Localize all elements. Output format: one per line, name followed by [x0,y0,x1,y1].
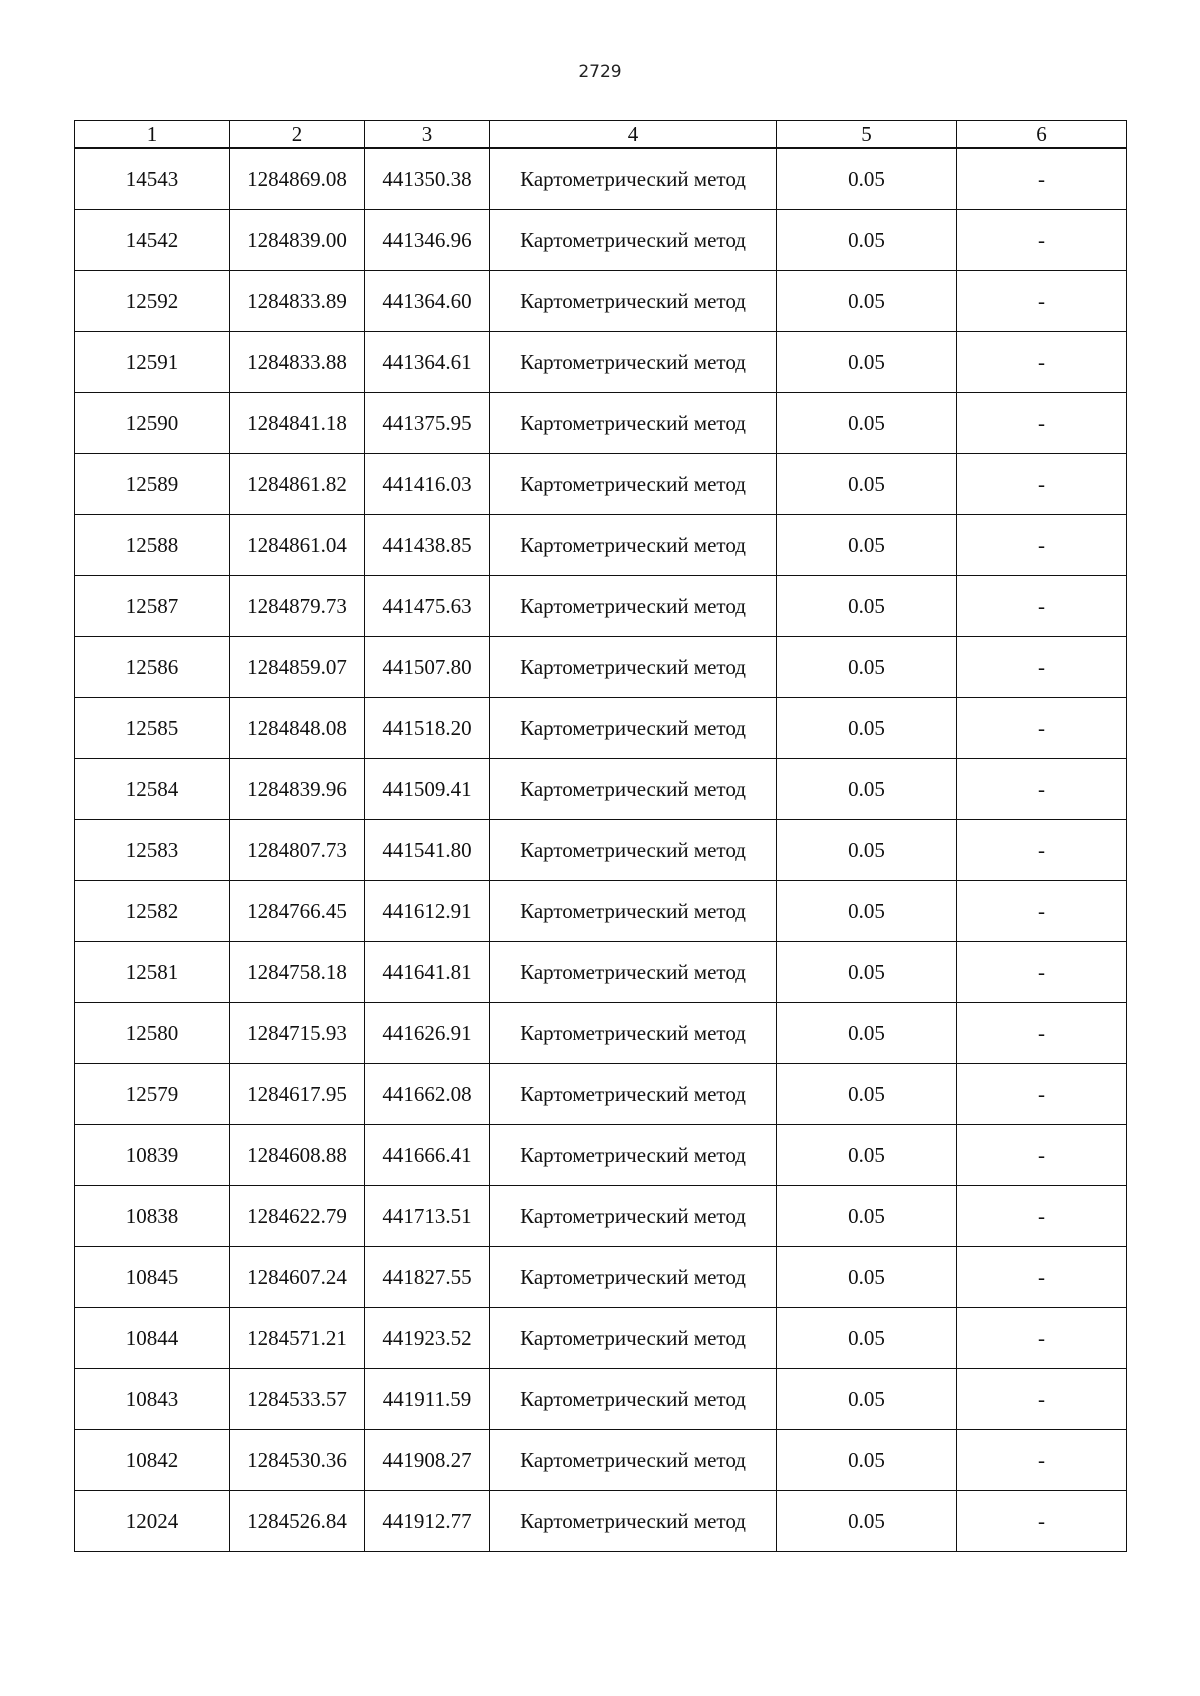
table-row [75,1369,1127,1430]
point-number-cell: 12585 [75,698,230,759]
point-number-cell: 12583 [75,820,230,881]
point-number-cell: 12589 [75,454,230,515]
method-cell: Картометрический метод [490,454,777,515]
y-coordinate-cell: 441416.03 [365,454,490,515]
point-number-cell: 12579 [75,1064,230,1125]
table-row [75,698,1127,759]
method-cell: Картометрический метод [490,332,777,393]
y-coordinate-cell: 441346.96 [365,210,490,271]
table-row [75,1430,1127,1491]
method-cell: Картометрический метод [490,881,777,942]
y-coordinate-cell: 441827.55 [365,1247,490,1308]
table-row [75,454,1127,515]
accuracy-cell: 0.05 [777,820,957,881]
note-cell: - [957,942,1127,1003]
note-cell: - [957,698,1127,759]
accuracy-cell: 0.05 [777,271,957,332]
column-header-3: 3 [365,121,490,149]
note-cell: - [957,1491,1127,1552]
note-cell: - [957,454,1127,515]
y-coordinate-cell: 441912.77 [365,1491,490,1552]
table-row [75,148,1127,210]
table-row [75,210,1127,271]
y-coordinate-cell: 441923.52 [365,1308,490,1369]
x-coordinate-cell: 1284530.36 [230,1430,365,1491]
y-coordinate-cell: 441541.80 [365,820,490,881]
x-coordinate-cell: 1284841.18 [230,393,365,454]
x-coordinate-cell: 1284879.73 [230,576,365,637]
x-coordinate-cell: 1284807.73 [230,820,365,881]
table-row [75,1308,1127,1369]
point-number-cell: 10844 [75,1308,230,1369]
accuracy-cell: 0.05 [777,881,957,942]
y-coordinate-cell: 441518.20 [365,698,490,759]
accuracy-cell: 0.05 [777,942,957,1003]
y-coordinate-cell: 441641.81 [365,942,490,1003]
x-coordinate-cell: 1284839.96 [230,759,365,820]
accuracy-cell: 0.05 [777,210,957,271]
note-cell: - [957,576,1127,637]
point-number-cell: 12588 [75,515,230,576]
method-cell: Картометрический метод [490,271,777,332]
column-header-4: 4 [490,121,777,149]
method-cell: Картометрический метод [490,942,777,1003]
table-body [75,148,1127,1552]
point-number-cell: 10842 [75,1430,230,1491]
x-coordinate-cell: 1284848.08 [230,698,365,759]
column-header-6: 6 [957,121,1127,149]
x-coordinate-cell: 1284526.84 [230,1491,365,1552]
column-header-5: 5 [777,121,957,149]
accuracy-cell: 0.05 [777,1308,957,1369]
method-cell: Картометрический метод [490,1369,777,1430]
x-coordinate-cell: 1284766.45 [230,881,365,942]
table-row [75,332,1127,393]
accuracy-cell: 0.05 [777,576,957,637]
column-header-1: 1 [75,121,230,149]
x-coordinate-cell: 1284758.18 [230,942,365,1003]
accuracy-cell: 0.05 [777,698,957,759]
method-cell: Картометрический метод [490,637,777,698]
accuracy-cell: 0.05 [777,1003,957,1064]
note-cell: - [957,393,1127,454]
note-cell: - [957,1369,1127,1430]
y-coordinate-cell: 441350.38 [365,148,490,210]
column-header-2: 2 [230,121,365,149]
x-coordinate-cell: 1284839.00 [230,210,365,271]
point-number-cell: 12591 [75,332,230,393]
x-coordinate-cell: 1284859.07 [230,637,365,698]
note-cell: - [957,1430,1127,1491]
x-coordinate-cell: 1284607.24 [230,1247,365,1308]
x-coordinate-cell: 1284533.57 [230,1369,365,1430]
x-coordinate-cell: 1284833.88 [230,332,365,393]
accuracy-cell: 0.05 [777,1491,957,1552]
table-row [75,1064,1127,1125]
note-cell: - [957,820,1127,881]
method-cell: Картометрический метод [490,759,777,820]
point-number-cell: 10838 [75,1186,230,1247]
method-cell: Картометрический метод [490,1491,777,1552]
accuracy-cell: 0.05 [777,515,957,576]
method-cell: Картометрический метод [490,1247,777,1308]
note-cell: - [957,881,1127,942]
y-coordinate-cell: 441475.63 [365,576,490,637]
method-cell: Картометрический метод [490,1186,777,1247]
x-coordinate-cell: 1284861.82 [230,454,365,515]
point-number-cell: 14542 [75,210,230,271]
table-row [75,881,1127,942]
note-cell: - [957,210,1127,271]
coordinates-table [74,120,1127,1552]
x-coordinate-cell: 1284571.21 [230,1308,365,1369]
note-cell: - [957,759,1127,820]
table-row [75,1247,1127,1308]
table-row [75,1491,1127,1552]
point-number-cell: 12587 [75,576,230,637]
table-header-row [75,121,1127,149]
y-coordinate-cell: 441908.27 [365,1430,490,1491]
accuracy-cell: 0.05 [777,1247,957,1308]
table-row [75,576,1127,637]
x-coordinate-cell: 1284715.93 [230,1003,365,1064]
method-cell: Картометрический метод [490,1125,777,1186]
method-cell: Картометрический метод [490,1003,777,1064]
x-coordinate-cell: 1284608.88 [230,1125,365,1186]
method-cell: Картометрический метод [490,1308,777,1369]
x-coordinate-cell: 1284869.08 [230,148,365,210]
point-number-cell: 12584 [75,759,230,820]
accuracy-cell: 0.05 [777,637,957,698]
table-row [75,820,1127,881]
x-coordinate-cell: 1284617.95 [230,1064,365,1125]
point-number-cell: 10845 [75,1247,230,1308]
note-cell: - [957,148,1127,210]
accuracy-cell: 0.05 [777,148,957,210]
note-cell: - [957,1003,1127,1064]
note-cell: - [957,271,1127,332]
y-coordinate-cell: 441438.85 [365,515,490,576]
y-coordinate-cell: 441662.08 [365,1064,490,1125]
point-number-cell: 12592 [75,271,230,332]
method-cell: Картометрический метод [490,148,777,210]
table-row [75,393,1127,454]
table-row [75,942,1127,1003]
point-number-cell: 12581 [75,942,230,1003]
y-coordinate-cell: 441375.95 [365,393,490,454]
x-coordinate-cell: 1284861.04 [230,515,365,576]
y-coordinate-cell: 441626.91 [365,1003,490,1064]
note-cell: - [957,1308,1127,1369]
point-number-cell: 10843 [75,1369,230,1430]
table-row [75,515,1127,576]
method-cell: Картометрический метод [490,820,777,881]
accuracy-cell: 0.05 [777,393,957,454]
point-number-cell: 12590 [75,393,230,454]
table-row [75,271,1127,332]
accuracy-cell: 0.05 [777,1430,957,1491]
x-coordinate-cell: 1284622.79 [230,1186,365,1247]
point-number-cell: 12586 [75,637,230,698]
accuracy-cell: 0.05 [777,1369,957,1430]
table-row [75,1125,1127,1186]
method-cell: Картометрический метод [490,576,777,637]
point-number-cell: 10839 [75,1125,230,1186]
table-row [75,1186,1127,1247]
y-coordinate-cell: 441507.80 [365,637,490,698]
note-cell: - [957,332,1127,393]
note-cell: - [957,1247,1127,1308]
y-coordinate-cell: 441713.51 [365,1186,490,1247]
accuracy-cell: 0.05 [777,759,957,820]
method-cell: Картометрический метод [490,1064,777,1125]
y-coordinate-cell: 441364.61 [365,332,490,393]
point-number-cell: 12582 [75,881,230,942]
note-cell: - [957,1064,1127,1125]
method-cell: Картометрический метод [490,210,777,271]
method-cell: Картометрический метод [490,698,777,759]
method-cell: Картометрический метод [490,1430,777,1491]
point-number-cell: 12024 [75,1491,230,1552]
method-cell: Картометрический метод [490,515,777,576]
x-coordinate-cell: 1284833.89 [230,271,365,332]
note-cell: - [957,515,1127,576]
table-row [75,1003,1127,1064]
accuracy-cell: 0.05 [777,1125,957,1186]
table-row [75,759,1127,820]
note-cell: - [957,1186,1127,1247]
accuracy-cell: 0.05 [777,332,957,393]
note-cell: - [957,637,1127,698]
accuracy-cell: 0.05 [777,1186,957,1247]
accuracy-cell: 0.05 [777,1064,957,1125]
point-number-cell: 14543 [75,148,230,210]
note-cell: - [957,1125,1127,1186]
point-number-cell: 12580 [75,1003,230,1064]
y-coordinate-cell: 441911.59 [365,1369,490,1430]
page-number: 2729 [578,62,622,82]
y-coordinate-cell: 441612.91 [365,881,490,942]
method-cell: Картометрический метод [490,393,777,454]
accuracy-cell: 0.05 [777,454,957,515]
y-coordinate-cell: 441509.41 [365,759,490,820]
y-coordinate-cell: 441364.60 [365,271,490,332]
table-row [75,637,1127,698]
y-coordinate-cell: 441666.41 [365,1125,490,1186]
